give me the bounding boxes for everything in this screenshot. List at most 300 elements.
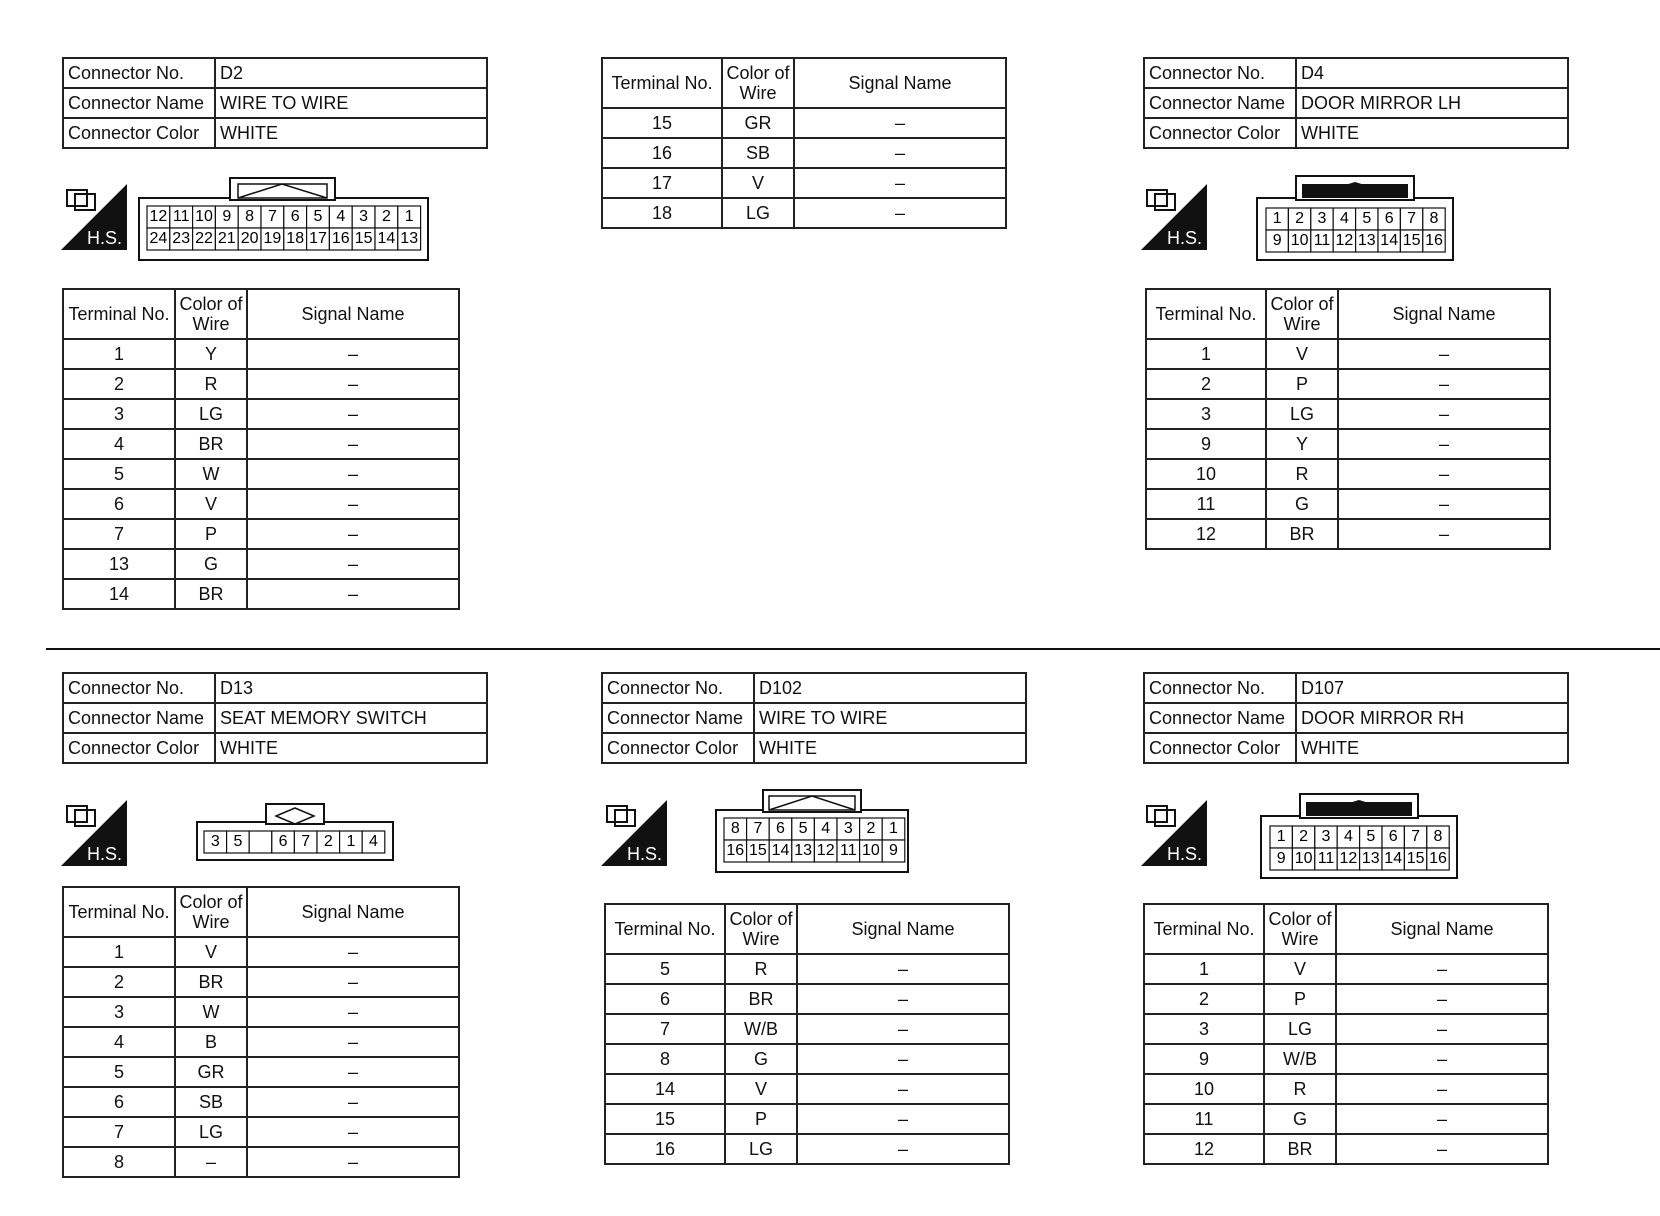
pin-number: 7 [753, 820, 763, 837]
pin-number: 6 [290, 208, 300, 225]
terminal-no-cell: 13 [63, 549, 175, 579]
wire-color-cell: BR [1264, 1134, 1336, 1164]
table-row [63, 937, 459, 967]
wire-color-cell: V [1264, 954, 1336, 984]
table-row [605, 1044, 1009, 1074]
pin-number: 15 [1406, 850, 1425, 867]
terminal-no-cell: 11 [1146, 489, 1266, 519]
wire-color-cell: BR [1266, 519, 1338, 549]
connector-color-value: WHITE [1296, 733, 1568, 763]
connector-info-d107 [1143, 672, 1569, 764]
header-color-of-wire: Color of Wire [1266, 289, 1338, 339]
table-row [63, 1087, 459, 1117]
header-color-of-wire: Color of Wire [175, 289, 247, 339]
hs-label: H.S. [1167, 228, 1203, 248]
header-terminal-no: Terminal No. [1146, 289, 1266, 339]
terminal-no-cell: 1 [63, 339, 175, 369]
signal-name-cell: – [247, 997, 459, 1027]
pin-number: 1 [346, 833, 356, 850]
signal-name-cell: – [797, 954, 1009, 984]
pin-number: 16 [331, 230, 350, 247]
pin-number: 2 [866, 820, 876, 837]
label: Connector No. [1144, 673, 1296, 703]
pin-number: 13 [1361, 850, 1380, 867]
terminal-table-d2-continued [601, 57, 1007, 229]
pin-number: 7 [267, 208, 277, 225]
label: Connector No. [63, 58, 215, 88]
table-row [1146, 489, 1550, 519]
terminal-no-cell: 2 [1144, 984, 1264, 1014]
wire-color-cell: W [175, 459, 247, 489]
label: Connector Color [1144, 733, 1296, 763]
signal-name-cell: – [247, 549, 459, 579]
table-row [63, 489, 459, 519]
pin-number: 3 [359, 208, 369, 225]
table-row [605, 1134, 1009, 1164]
table-row [1146, 339, 1550, 369]
wire-color-cell: W/B [725, 1014, 797, 1044]
terminal-no-cell: 6 [605, 984, 725, 1014]
table-row [602, 168, 1006, 198]
table-row [63, 967, 459, 997]
signal-name-cell: – [247, 1147, 459, 1177]
signal-name-cell: – [1338, 339, 1550, 369]
pin-number: 15 [749, 842, 767, 859]
terminal-no-cell: 10 [1146, 459, 1266, 489]
pin-number: 2 [381, 208, 391, 225]
terminal-no-cell: 2 [1146, 369, 1266, 399]
connector-name-value: DOOR MIRROR LH [1296, 88, 1568, 118]
pin-number: 8 [730, 820, 740, 837]
wire-color-cell: V [722, 168, 794, 198]
pin-number: 24 [149, 230, 168, 247]
terminal-no-cell: 7 [63, 519, 175, 549]
table-row [63, 549, 459, 579]
header-terminal-no: Terminal No. [1144, 904, 1264, 954]
pin-number: 10 [195, 208, 213, 225]
pin-number: 23 [172, 230, 191, 247]
pin-number: 14 [377, 230, 396, 247]
pin-number: 9 [1272, 232, 1282, 249]
pin-number: 8 [245, 208, 255, 225]
harness-side-icon [1141, 800, 1207, 866]
pin-number: 9 [222, 208, 232, 225]
wire-color-cell: SB [175, 1087, 247, 1117]
header-color-of-wire: Color of Wire [1264, 904, 1336, 954]
terminal-no-cell: 16 [605, 1134, 725, 1164]
wire-color-cell: – [175, 1147, 247, 1177]
wire-color-cell: SB [722, 138, 794, 168]
pin-number: 20 [240, 230, 259, 247]
wire-color-cell: P [1264, 984, 1336, 1014]
pin-number: 14 [1384, 850, 1403, 867]
terminal-no-cell: 16 [602, 138, 722, 168]
signal-name-cell: – [247, 339, 459, 369]
pin-number: 4 [369, 833, 378, 850]
signal-name-cell: – [1336, 1074, 1548, 1104]
table-row [63, 997, 459, 1027]
pin-number: 4 [1343, 828, 1353, 845]
label: Connector Name [1144, 88, 1296, 118]
wire-color-cell: R [1266, 459, 1338, 489]
table-row [602, 108, 1006, 138]
harness-side-icon [1141, 184, 1207, 250]
signal-name-cell: – [247, 489, 459, 519]
table-row [63, 579, 459, 609]
header-terminal-no: Terminal No. [63, 887, 175, 937]
signal-name-cell: – [247, 519, 459, 549]
wire-color-cell: BR [175, 579, 247, 609]
table-row [63, 1027, 459, 1057]
signal-name-cell: – [247, 579, 459, 609]
terminal-no-cell: 1 [1144, 954, 1264, 984]
signal-name-cell: – [797, 1074, 1009, 1104]
header-signal-name: Signal Name [247, 289, 459, 339]
pin-number: 12 [1335, 232, 1354, 249]
terminal-no-cell: 15 [602, 108, 722, 138]
terminal-table-d2 [62, 288, 460, 610]
signal-name-cell: – [794, 138, 1006, 168]
terminal-no-cell: 18 [602, 198, 722, 228]
connector-color-value: WHITE [215, 733, 487, 763]
header-terminal-no: Terminal No. [602, 58, 722, 108]
connector-info-d2 [62, 57, 488, 149]
terminal-no-cell: 11 [1144, 1104, 1264, 1134]
signal-name-cell: – [1338, 369, 1550, 399]
terminal-no-cell: 7 [605, 1014, 725, 1044]
pin-number: 12 [816, 842, 835, 859]
wire-color-cell: R [175, 369, 247, 399]
table-row [63, 429, 459, 459]
signal-name-cell: – [797, 1014, 1009, 1044]
table-row [63, 1117, 459, 1147]
pin-number: 19 [263, 230, 282, 247]
terminal-no-cell: 1 [1146, 339, 1266, 369]
pin-number: 1 [889, 820, 898, 837]
wire-color-cell: BR [175, 429, 247, 459]
header-signal-name: Signal Name [794, 58, 1006, 108]
pin-number: 8 [1429, 210, 1439, 227]
connector-face-d13 [196, 802, 396, 862]
wire-color-cell: W/B [1264, 1044, 1336, 1074]
pin-number: 11 [172, 208, 190, 225]
connector-color-value: WHITE [754, 733, 1026, 763]
pin-number: 6 [278, 833, 288, 850]
signal-name-cell: – [1336, 1044, 1548, 1074]
pin-number: 10 [862, 842, 880, 859]
pin-number: 10 [1290, 232, 1309, 249]
signal-name-cell: – [1336, 1134, 1548, 1164]
pin-number: 12 [149, 208, 168, 225]
signal-name-cell: – [247, 399, 459, 429]
terminal-no-cell: 5 [63, 459, 175, 489]
terminal-no-cell: 4 [63, 429, 175, 459]
terminal-no-cell: 15 [605, 1104, 725, 1134]
table-row [63, 339, 459, 369]
wire-color-cell: B [175, 1027, 247, 1057]
signal-name-cell: – [794, 168, 1006, 198]
table-row [63, 1147, 459, 1177]
terminal-no-cell: 8 [63, 1147, 175, 1177]
hs-label: H.S. [1167, 844, 1203, 864]
table-row [63, 1057, 459, 1087]
pin-number: 3 [1321, 828, 1331, 845]
pin-number: 3 [843, 820, 853, 837]
signal-name-cell: – [1338, 519, 1550, 549]
wire-color-cell: LG [175, 399, 247, 429]
table-row [1146, 459, 1550, 489]
signal-name-cell: – [797, 1134, 1009, 1164]
table-row [63, 519, 459, 549]
connector-name-value: DOOR MIRROR RH [1296, 703, 1568, 733]
signal-name-cell: – [794, 198, 1006, 228]
pin-number: 18 [286, 230, 305, 247]
connector-color-value: WHITE [1296, 118, 1568, 148]
table-row [605, 1074, 1009, 1104]
table-row [605, 1014, 1009, 1044]
connector-color-value: WHITE [215, 118, 487, 148]
header-signal-name: Signal Name [1338, 289, 1550, 339]
pin-number: 4 [1339, 210, 1349, 227]
wire-color-cell: Y [1266, 429, 1338, 459]
pin-number: 2 [1295, 210, 1305, 227]
connector-info-d4 [1143, 57, 1569, 149]
signal-name-cell: – [1338, 399, 1550, 429]
hs-label: H.S. [627, 844, 663, 864]
pin-number: 9 [1276, 850, 1286, 867]
table-row [1144, 1104, 1548, 1134]
signal-name-cell: – [1336, 1014, 1548, 1044]
terminal-no-cell: 12 [1144, 1134, 1264, 1164]
label: Connector No. [1144, 58, 1296, 88]
table-row [63, 369, 459, 399]
terminal-no-cell: 2 [63, 369, 175, 399]
table-row [605, 954, 1009, 984]
header-terminal-no: Terminal No. [63, 289, 175, 339]
harness-side-icon [601, 800, 667, 866]
terminal-no-cell: 14 [63, 579, 175, 609]
header-color-of-wire: Color of Wire [725, 904, 797, 954]
hs-label: H.S. [87, 228, 123, 248]
wire-color-cell: LG [1264, 1014, 1336, 1044]
terminal-no-cell: 2 [63, 967, 175, 997]
pin-number: 14 [1380, 232, 1399, 249]
table-row [602, 138, 1006, 168]
label: Connector Color [602, 733, 754, 763]
wire-color-cell: W [175, 997, 247, 1027]
pin-number: 11 [1317, 850, 1335, 867]
signal-name-cell: – [1336, 1104, 1548, 1134]
wire-color-cell: V [175, 489, 247, 519]
pin-number: 8 [1433, 828, 1443, 845]
wire-color-cell: G [1266, 489, 1338, 519]
wire-color-cell: G [175, 549, 247, 579]
pin-number: 12 [1339, 850, 1358, 867]
section-divider [46, 648, 1660, 650]
wire-color-cell: BR [175, 967, 247, 997]
pin-number: 5 [798, 820, 808, 837]
pin-number: 5 [233, 833, 243, 850]
table-row [1144, 1134, 1548, 1164]
table-row [1144, 1014, 1548, 1044]
pin-number: 13 [400, 230, 419, 247]
signal-name-cell: – [247, 1087, 459, 1117]
label: Connector Name [63, 703, 215, 733]
label: Connector Name [1144, 703, 1296, 733]
wire-color-cell: GR [175, 1057, 247, 1087]
signal-name-cell: – [797, 984, 1009, 1014]
signal-name-cell: – [247, 369, 459, 399]
pin-number: 7 [1411, 828, 1421, 845]
pin-number: 1 [404, 208, 414, 225]
label: Connector Color [63, 118, 215, 148]
terminal-table-d107 [1143, 903, 1549, 1165]
signal-name-cell: – [247, 1117, 459, 1147]
terminal-no-cell: 3 [63, 997, 175, 1027]
wire-color-cell: LG [175, 1117, 247, 1147]
terminal-no-cell: 12 [1146, 519, 1266, 549]
header-signal-name: Signal Name [1336, 904, 1548, 954]
header-signal-name: Signal Name [797, 904, 1009, 954]
pin-number: 7 [1407, 210, 1417, 227]
table-row [63, 399, 459, 429]
terminal-no-cell: 1 [63, 937, 175, 967]
label: Connector Color [1144, 118, 1296, 148]
header-signal-name: Signal Name [247, 887, 459, 937]
terminal-no-cell: 10 [1144, 1074, 1264, 1104]
wire-color-cell: Y [175, 339, 247, 369]
terminal-table-d13 [62, 886, 460, 1178]
pin-number: 15 [354, 230, 373, 247]
table-row [1146, 369, 1550, 399]
table-row [1146, 519, 1550, 549]
connector-face-d102 [715, 788, 911, 874]
signal-name-cell: – [1338, 489, 1550, 519]
label: Connector Name [63, 88, 215, 118]
connector-info-d13 [62, 672, 488, 764]
pin-number: 9 [889, 842, 898, 859]
header-color-of-wire: Color of Wire [722, 58, 794, 108]
wire-color-cell: V [725, 1074, 797, 1104]
terminal-no-cell: 3 [1144, 1014, 1264, 1044]
pin-number: 5 [313, 208, 323, 225]
pin-number: 3 [210, 833, 220, 850]
pin-number: 4 [821, 820, 831, 837]
terminal-no-cell: 5 [63, 1057, 175, 1087]
table-row [1144, 954, 1548, 984]
terminal-table-d4 [1145, 288, 1551, 550]
pin-number: 5 [1366, 828, 1376, 845]
pin-number: 4 [336, 208, 346, 225]
wire-color-cell: LG [725, 1134, 797, 1164]
harness-side-icon [61, 800, 127, 866]
pin-number: 5 [1362, 210, 1372, 227]
signal-name-cell: – [247, 937, 459, 967]
pin-number: 7 [301, 833, 311, 850]
terminal-table-d102 [604, 903, 1010, 1165]
header-terminal-no: Terminal No. [605, 904, 725, 954]
label: Connector Name [602, 703, 754, 733]
wire-color-cell: LG [1266, 399, 1338, 429]
pin-number: 1 [1272, 210, 1282, 227]
pin-number: 15 [1402, 232, 1421, 249]
table-row [1146, 429, 1550, 459]
label: Connector Color [63, 733, 215, 763]
table-row [1146, 399, 1550, 429]
pin-number: 16 [726, 842, 745, 859]
pin-number: 14 [771, 842, 790, 859]
signal-name-cell: – [1338, 429, 1550, 459]
signal-name-cell: – [794, 108, 1006, 138]
pin-number: 13 [1357, 232, 1376, 249]
pin-number: 10 [1294, 850, 1313, 867]
signal-name-cell: – [797, 1104, 1009, 1134]
connector-name-value: WIRE TO WIRE [215, 88, 487, 118]
signal-name-cell: – [247, 1027, 459, 1057]
wire-color-cell: G [1264, 1104, 1336, 1134]
pin-number: 2 [1299, 828, 1309, 845]
wire-color-cell: P [175, 519, 247, 549]
table-row [1144, 1074, 1548, 1104]
terminal-no-cell: 3 [1146, 399, 1266, 429]
wire-color-cell: V [1266, 339, 1338, 369]
terminal-no-cell: 6 [63, 489, 175, 519]
signal-name-cell: – [1336, 954, 1548, 984]
pin-number: 2 [323, 833, 333, 850]
wire-color-cell: R [725, 954, 797, 984]
wire-color-cell: G [725, 1044, 797, 1074]
connector-no-value: D107 [1296, 673, 1568, 703]
wire-color-cell: P [1266, 369, 1338, 399]
table-row [1144, 984, 1548, 1014]
terminal-no-cell: 14 [605, 1074, 725, 1104]
table-row [1144, 1044, 1548, 1074]
connector-name-value: WIRE TO WIRE [754, 703, 1026, 733]
terminal-no-cell: 7 [63, 1117, 175, 1147]
label: Connector No. [63, 673, 215, 703]
pin-number: 6 [776, 820, 785, 837]
connector-no-value: D102 [754, 673, 1026, 703]
signal-name-cell: – [247, 967, 459, 997]
terminal-no-cell: 8 [605, 1044, 725, 1074]
pin-number: 16 [1425, 232, 1443, 249]
pin-number: 3 [1317, 210, 1327, 227]
wire-color-cell: V [175, 937, 247, 967]
label: Connector No. [602, 673, 754, 703]
table-row [63, 459, 459, 489]
signal-name-cell: – [1336, 984, 1548, 1014]
pin-number: 16 [1429, 850, 1447, 867]
terminal-no-cell: 3 [63, 399, 175, 429]
terminal-no-cell: 6 [63, 1087, 175, 1117]
connector-info-d102 [601, 672, 1027, 764]
pin-number: 11 [1313, 232, 1331, 249]
pin-number: 11 [839, 842, 857, 859]
wire-color-cell: P [725, 1104, 797, 1134]
signal-name-cell: – [1338, 459, 1550, 489]
connector-face-d107 [1260, 792, 1460, 880]
pin-number: 1 [1276, 828, 1286, 845]
terminal-no-cell: 9 [1144, 1044, 1264, 1074]
pin-number: 6 [1384, 210, 1394, 227]
wire-color-cell: BR [725, 984, 797, 1014]
pin-number: 17 [309, 230, 327, 247]
wire-color-cell: R [1264, 1074, 1336, 1104]
signal-name-cell: – [247, 429, 459, 459]
wire-color-cell: LG [722, 198, 794, 228]
pin-number: 21 [217, 230, 236, 247]
signal-name-cell: – [797, 1044, 1009, 1074]
